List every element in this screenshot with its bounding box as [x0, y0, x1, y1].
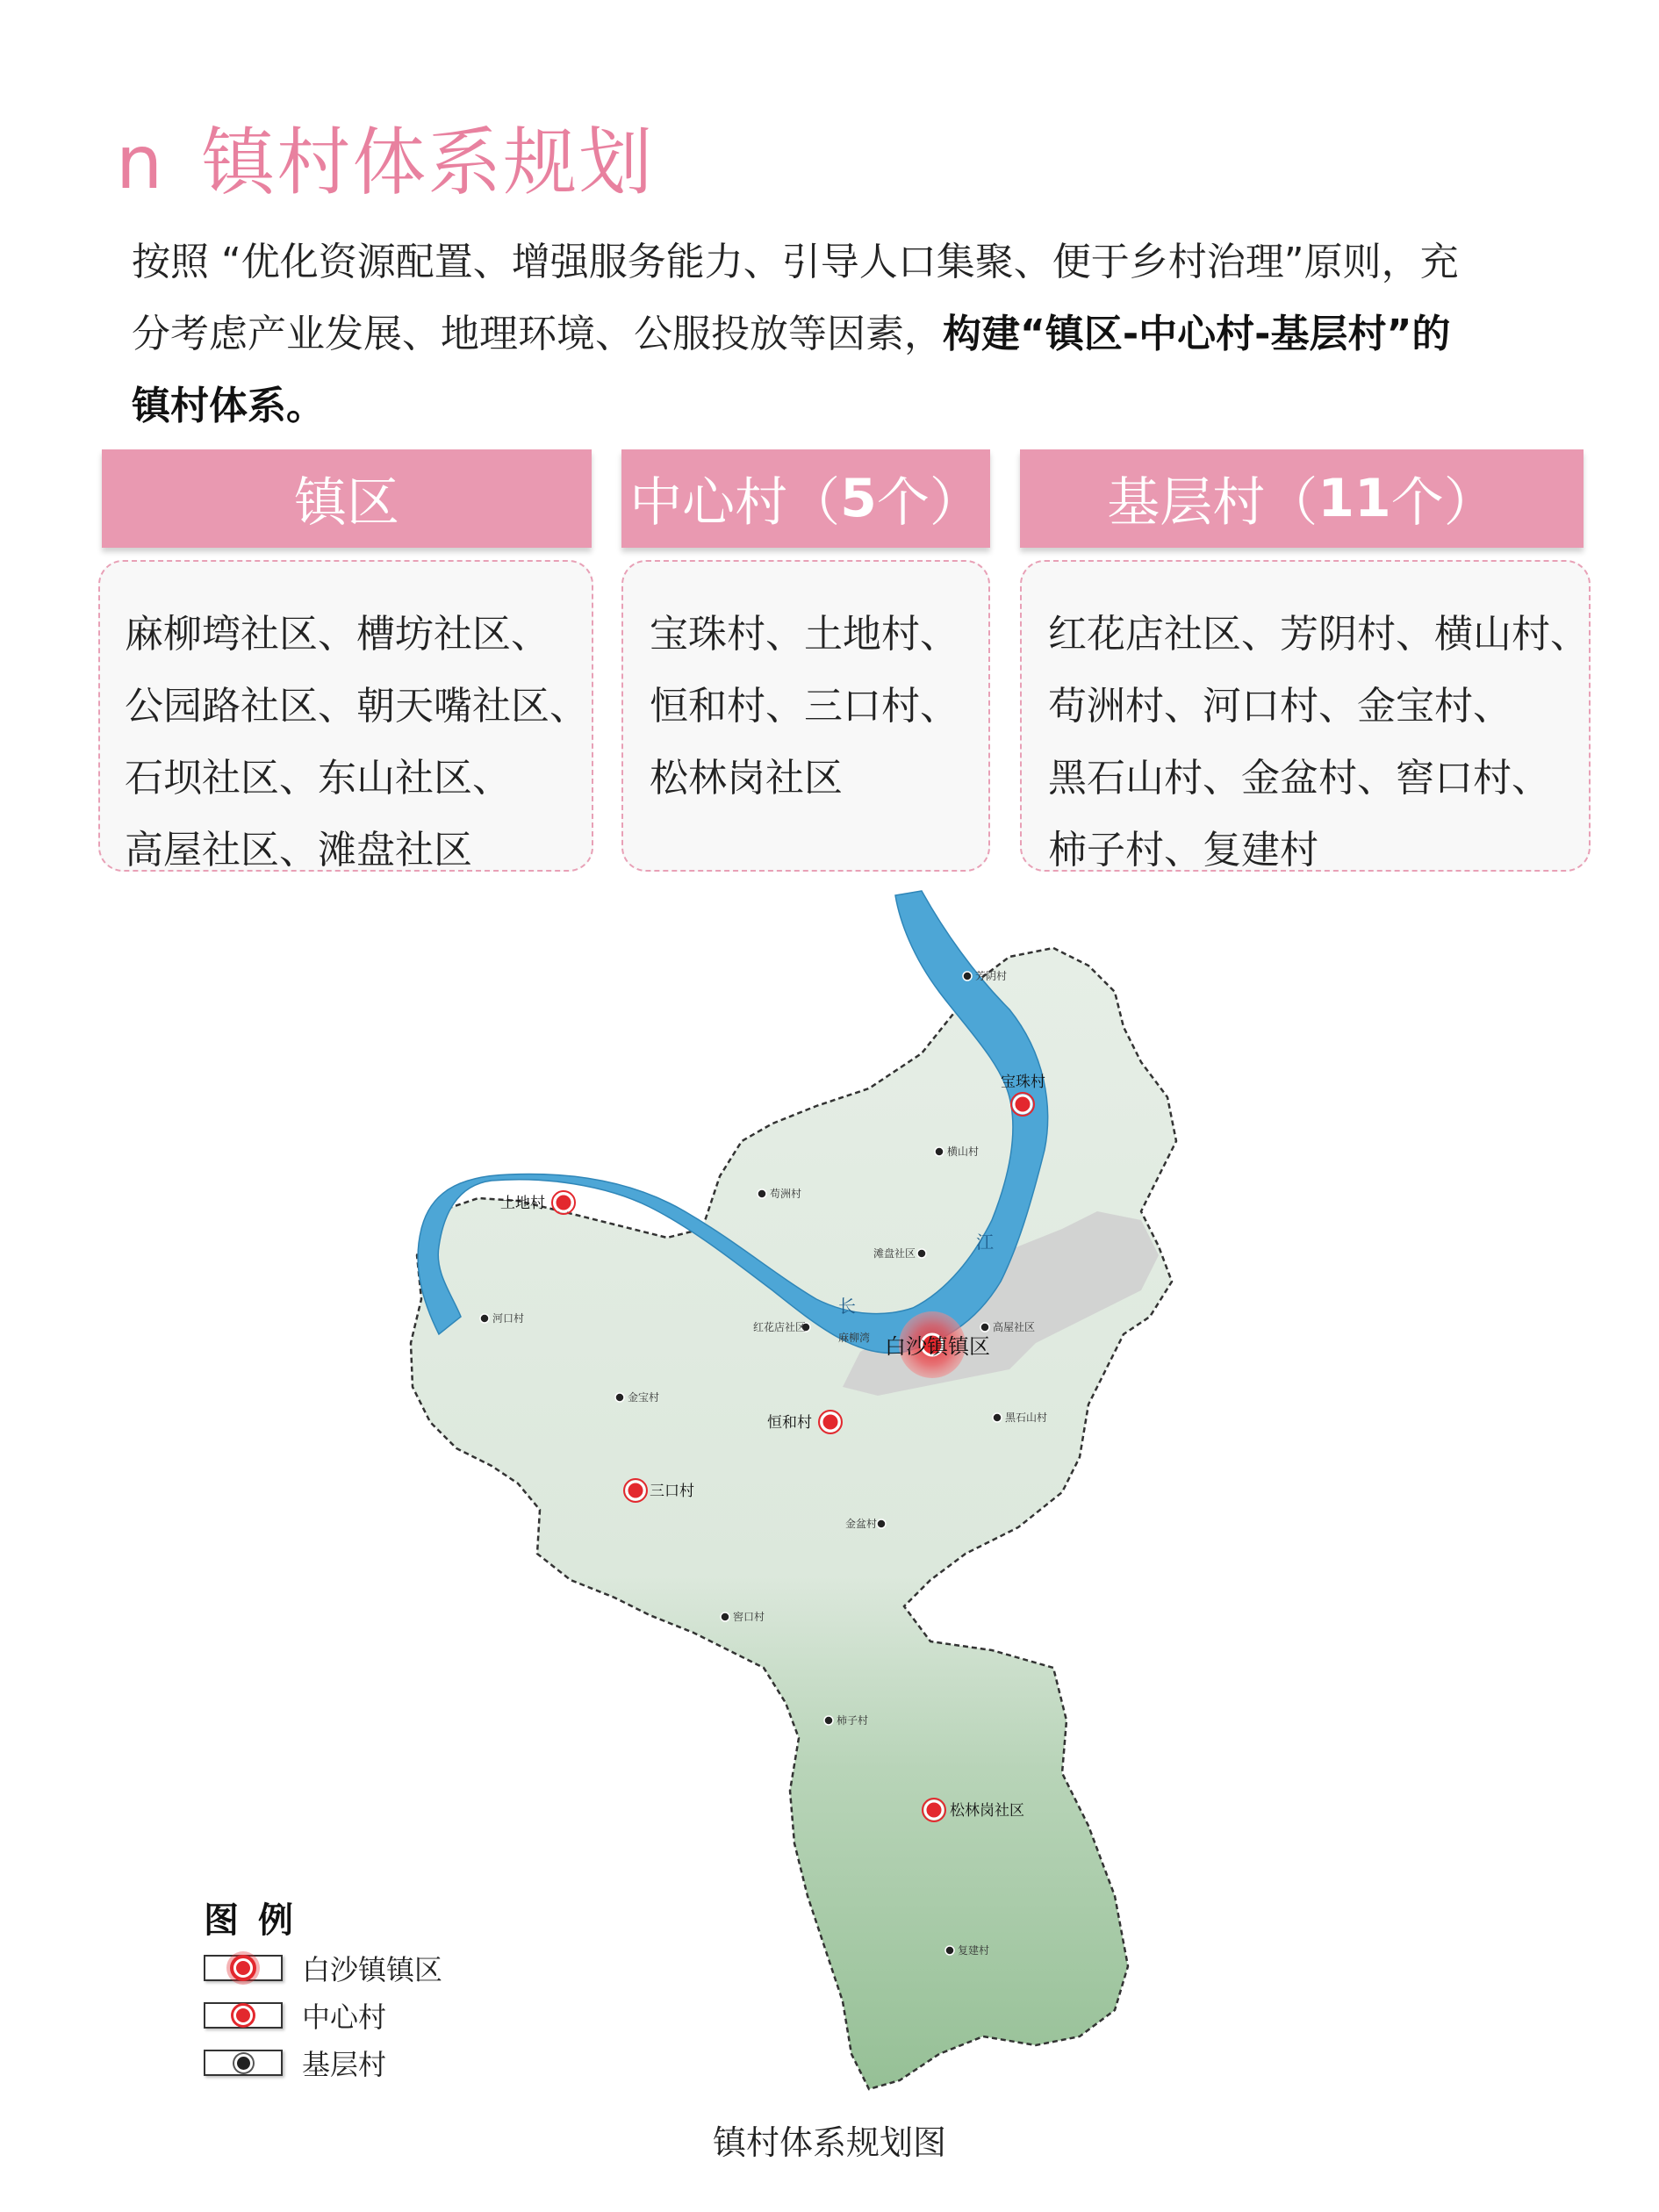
base-village-dot — [945, 1946, 954, 1955]
center-village-label: 三口村 — [650, 1483, 694, 1500]
base-village-marker-icon — [204, 2050, 283, 2076]
map-caption: 镇村体系规划图 — [712, 2123, 946, 2162]
legend-item-center-village — [204, 2000, 387, 2034]
base-village-label: 红花店社区 — [753, 1321, 807, 1333]
intro-line-2 — [132, 298, 1571, 370]
base-village-dot — [615, 1393, 624, 1402]
column-heading-base-text: 基层村（ — [1107, 472, 1318, 534]
column-box-center-villages — [621, 560, 990, 872]
list-item: 黑石山村、金盆村、窖口村、 — [1048, 756, 1550, 801]
base-village-dot — [963, 972, 972, 980]
base-village-dot — [935, 1147, 944, 1156]
center-village-marker-icon — [204, 2002, 283, 2029]
base-village-label: 芳阴村 — [975, 970, 1008, 982]
base-village-label: 苟洲村 — [770, 1188, 802, 1200]
column-heading-town — [102, 449, 592, 548]
list-item: 松林岗社区 — [650, 756, 843, 801]
base-village-label: 麻柳湾 — [838, 1332, 871, 1344]
base-village-label: 河口村 — [492, 1312, 525, 1325]
base-village-dot — [917, 1249, 926, 1258]
column-heading-base-suffix: 个） — [1390, 472, 1497, 534]
base-village-label: 横山村 — [947, 1146, 980, 1158]
list-item: 高屋社区、滩盘社区 — [125, 828, 472, 873]
base-village-label: 金盆村 — [845, 1518, 878, 1530]
list-item: 石坝社区、东山社区、 — [125, 756, 511, 801]
base-village-label: 黑石山村 — [1005, 1411, 1048, 1424]
center-village-label: 土地村 — [500, 1195, 545, 1212]
base-village-dot — [980, 1323, 989, 1332]
center-village-marker — [500, 1191, 575, 1214]
list-item: 麻柳塆社区、槽坊社区、 — [125, 612, 549, 657]
center-village-label: 恒和村 — [767, 1414, 812, 1432]
intro-paragraph — [132, 226, 1571, 442]
river-label-2: 江 — [976, 1232, 994, 1253]
base-village-dot — [721, 1612, 729, 1621]
intro-line-2-bold: 构建“镇区-中心村-基层村”的 — [943, 312, 1451, 356]
legend-title: 图例 — [204, 1900, 312, 1941]
base-village-label: 窖口村 — [733, 1611, 765, 1623]
center-village-marker — [923, 1799, 1024, 1821]
legend-label: 白沙镇镇区 — [302, 1953, 443, 1986]
base-village-label: 滩盘社区 — [873, 1247, 916, 1260]
base-village-dot — [993, 1413, 1002, 1422]
list-item: 苟洲村、河口村、金宝村、 — [1048, 684, 1512, 729]
intro-line-1: 按照 “优化资源配置、增强服务能力、引导人口集聚、便于乡村治理”原则，充 — [132, 240, 1459, 284]
legend-label: 中心村 — [302, 2000, 387, 2034]
intro-line-3 — [132, 370, 1571, 442]
page-title — [116, 104, 654, 210]
town-marker-icon — [204, 1955, 283, 1981]
center-village-label: 松林岗社区 — [950, 1802, 1024, 1820]
column-box-town — [98, 560, 593, 872]
base-village-dot — [480, 1314, 489, 1323]
column-heading-base-count: 11 — [1318, 468, 1391, 529]
base-village-dot — [824, 1716, 833, 1725]
base-village-label: 柿子村 — [837, 1714, 869, 1727]
list-item: 宝珠村、土地村、 — [650, 612, 959, 657]
legend-item-base-village — [204, 2048, 387, 2081]
list-item: 柿子村、复建村 — [1048, 828, 1318, 873]
center-village-label: 宝珠村 — [1001, 1074, 1045, 1091]
river-label-1: 长 — [838, 1296, 856, 1317]
base-village-dot — [758, 1189, 766, 1198]
base-village-dot — [877, 1519, 886, 1528]
list-item: 恒和村、三口村、 — [650, 684, 959, 729]
center-village-marker — [624, 1479, 694, 1502]
territory-outline — [411, 948, 1176, 2089]
base-village-label: 高屋社区 — [993, 1321, 1036, 1333]
column-heading-center-text: 中心村（ — [629, 472, 841, 534]
base-village-label: 复建村 — [958, 1944, 990, 1957]
column-heading-center-count: 5 — [840, 468, 877, 529]
column-box-base-villages — [1020, 560, 1591, 872]
column-heading-center-villages — [621, 449, 990, 548]
base-village-label: 金宝村 — [628, 1391, 660, 1404]
center-village-marker — [767, 1411, 842, 1433]
column-heading-town-text: 镇区 — [294, 472, 399, 534]
column-heading-base-villages — [1020, 449, 1584, 548]
list-item: 红花店社区、芳阴村、横山村、 — [1048, 612, 1589, 657]
town-label: 白沙镇镇区 — [885, 1334, 990, 1359]
title-text: 镇村体系规划 — [201, 119, 655, 205]
column-heading-center-suffix: 个） — [876, 472, 982, 534]
list-item: 公园路社区、朝天嘴社区、 — [125, 684, 588, 729]
title-bullet: n — [116, 119, 165, 205]
legend-item-town — [204, 1953, 443, 1986]
legend-label: 基层村 — [302, 2048, 387, 2081]
intro-line-2-normal: 分考虑产业发展、地理环境、公服投放等因素， — [132, 312, 943, 356]
intro-line-3-bold: 镇村体系。 — [132, 384, 325, 428]
